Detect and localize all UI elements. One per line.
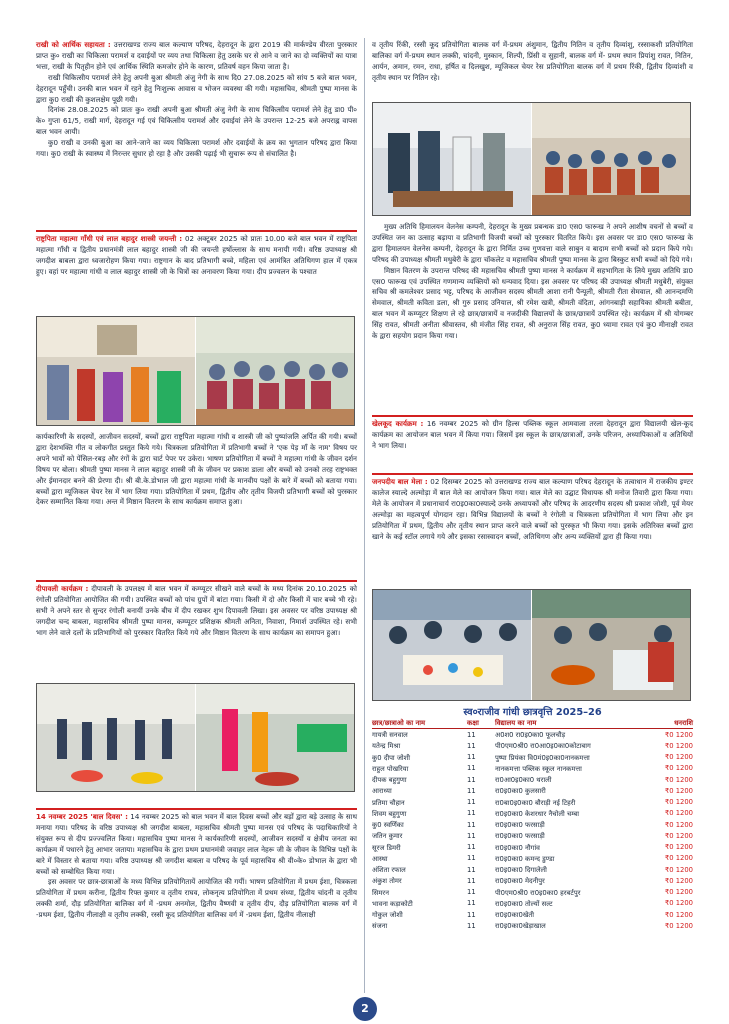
table-row: [372, 729, 693, 741]
section-gandhi-jayanti: [36, 234, 357, 278]
student-name: गायत्री सनवाल: [372, 731, 408, 740]
paragraph: 02 अक्टूबर 2025 को प्रातः 10.00 बजे बाल भवन में राष्ट्रपिता महात्मा गाँधी व द्वितीय प्रधानमंत्री लाल बहादुर शास्त्री जी की जयन्ती हर्षोल्लास के साथ मनायी गयी। वरिष्ठ उपाध्यक्ष श्री जगदीश बाबला द्वारा ध्वजारोहण किया गया। राष्ट्रगान के बाद प्रतिभागी बच्चे, महिला एवं आमंत्रित अतिथिगण हाल में एकत्र हुए। वहां पर महात्मा गांधी व लाल बहादुर शास्त्री जी के चित्रों का अनावरण किया गया। दीप प्रज्वलन के पश्चात: [36, 234, 357, 276]
school-name: रा0इ0का0 कुलसारी: [495, 787, 546, 796]
paragraph: मुख्य अतिथि हिमालयन वेलनेस कम्पनी, देहरादून के मुख्य प्रबन्धक डा0 एस0 फारूख ने अपने आशीष वचनों से बच्चों व उपस्थित जन का उत्साह बढ़ाया व प्रतिभागी विजयी बच्चों को पुरस्कार वितरित किये। इस अवसर पर डा0 एस0 फारूख के द्वारा हिमालयन वेलनेस कम्पनी, देहरादून के द्वारा निर्मित उच्च गुणवत्ता वाले साबुन व बादाम सभी बच्चों को प्रदान किये गये। परिषद की उपाध्यक्ष श्रीमती मधुबेरी के द्वारा चॉकलेट व महासचिव श्रीमती पुष्पा मानस के द्वारा बिस्कुट सभी बच्चों को दिये गये।: [372, 222, 693, 264]
section-diwali: [36, 584, 357, 639]
student-name: आराध्या: [372, 787, 392, 796]
student-name: आस्था: [372, 854, 388, 863]
amount: ₹0 1200: [664, 831, 693, 840]
section-rule: [36, 808, 357, 810]
school-name: रा0इ0का0 फरसाड़ी: [495, 821, 545, 830]
paragraph: व तृतीय रिंकी, रस्सी कूद प्रतियोगिता बालक वर्ग में-प्रथम अंशुमान, द्वितीय नितिन व तृतीय दिव्यांशु, रस्साकशी प्रतियोगिता बालिका वर्ग में-प्रथम स्थान लक्की, चांदनी, मुस्कान, शिल्पी, प्रिंसी व सुहानी, बालक वर्ग में- प्रथम स्थान प्रियांशु रावत, नितिन, आर्यन, अमान, रमन, राधा, हर्षित व दिलखुश, म्यूजिकल चेयर रेस प्रतियोगिता बालक वर्ग में प्रथम रिंकी, द्वितीय दिव्यांशी व तृतीय स्थान पर नितिन रहे।: [372, 40, 693, 82]
class: 11: [467, 809, 476, 818]
school-name: रा0इ0का0 तोल्यों सल्ट: [495, 899, 553, 908]
section-rule: [36, 230, 357, 232]
amount: ₹0 1200: [664, 876, 693, 885]
class: 11: [467, 764, 476, 773]
gandhi-jayanti-photo: [36, 316, 355, 426]
table-row: [372, 797, 693, 808]
school-name: रा0इ0का0 फरसाड़ी: [495, 832, 545, 841]
amount: ₹0 1200: [664, 843, 693, 852]
childrens-day-photo: [372, 102, 691, 216]
section-rule: [372, 473, 693, 475]
table-row: [372, 819, 693, 830]
student-name: यतेन्द्र मिश्रा: [372, 742, 401, 751]
school-name: रा0बा0इ0का0 बौराड़ी नई टिहरी: [495, 798, 576, 807]
school-name: नानकमत्ता पब्लिक स्कूल नानकमत्ता: [495, 764, 582, 773]
student-name: गोकुल जोशी: [372, 911, 403, 920]
section-sports: [372, 419, 693, 452]
section-rule: [372, 415, 693, 417]
paragraph: मिष्ठान वितरण के उपरान्त परिषद की महासचिव श्रीमती पुष्पा मानस ने कार्यक्रम में सहभागिता के लिये मुख्य अतिथि डा0 एस0 फारूख एवं उपस्थित गणमान्य व्यक्तियों को धन्यवाद दिया। इस अवसर पर परिषद की उपाध्यक्ष श्रीमती मधुबेरी, संयुक्त सचिव श्री कमलेश्वर प्रसाद भट्ट, परिषद के आजीवन सदस्य श्रीमती आशा रानी पैन्यूली, श्रीमती रीता सेमवाल, श्री आनन्दमणि सेमवाल, श्रीमती कविता डला, श्री गुरु प्रसाद उनियाल, श्री रमेश खत्री, श्रीमती वंदिता, आंगनबाड़ी सहायिका श्रीमती बबीता, बाल भवन में कम्प्यूटर शिक्षण ले रहे छात्र/छात्रायें व नजदीकी विद्यालयों के छात्र/छात्रायें उपस्थित रहे। कार्यक्रम में श्री योगम्बर सिंह रावत, श्रीमती अनीता श्रीवास्तव, श्री मंजीत सिंह रावत, श्री अनुराज सिंह रावत, कु0 ध्यामा रावत एवं कु0 मीनाक्षी रावत के द्वारा सहयोग प्रदान किया गया।: [372, 265, 693, 341]
student-name: सिमरन: [372, 888, 389, 897]
school-name: रा0इ0का0 नौगांव: [495, 843, 540, 852]
table-row: [372, 774, 693, 785]
amount: ₹0 1200: [664, 910, 693, 919]
school-name: पी0एम0श्री0 रा0आ0इ0का0कोटाबाग: [495, 742, 591, 751]
table-row: [372, 887, 693, 898]
table-row: [372, 763, 693, 774]
section-heading: राष्ट्रपिता महात्मा गाँधी एवं लाल बहादुर शास्त्री जयन्ती :: [36, 234, 183, 243]
table-row: [372, 920, 693, 931]
paragraph: कार्यकारिणी के सदस्यों, आजीवन सदस्यों, बच्चों द्वारा राष्ट्रपिता महात्मा गांधी व शास्त्री जी को पुष्पांजलि अर्पित की गयी। बच्चों द्वारा देशभक्ति गीत व लोकगीत प्रस्तुत किये गये। चित्रकला प्रतियोगिता में प्रतिभागी बच्चों ने 'एक पेड़ माँ के नाम' विषय पर अपने भावों को पेंसिल-रबड़ और रंगों के द्वारा चार्ट पेपर पर उकेरा। भाषण प्रतियोगिता में बच्चों ने महात्मा गांधी के जीवन दर्शन विषय पर बोला। श्रीमती पुष्पा मानस ने लाल बहादुर शास्त्री जी के जीवन पर प्रकाश डाला और बच्चों को उनको तरह राष्ट्रभक्त और ईमानदार बनने की प्रेरणा दी। श्री बी.के.डोभाल जी द्वारा महात्मा गांधी के मानवीय पक्षों के बारे में बच्चों को बताया गया। बच्चों द्वारा म्यूजिकल चेयर रेस में भाग लिया गया। प्रतियोगिता में प्रथम, द्वितीय और तृतीय विजयी प्रतिभागी बच्चों को पुरस्कार देकर सम्मानित किया गया। अन्त में मिष्ठान वितरण के साथ कार्यक्रम समाप्त हुआ।: [36, 432, 357, 507]
school-name: रा0इ0का0खेती: [495, 911, 535, 920]
paragraph: इस अवसर पर छात्र-छात्राओं के मध्य विभिन्न प्रतियोगितायें आयोजित की गयीं। भाषण प्रतियोगिता में प्रथम ईशा, चित्रकला प्रतियोगिता में प्रथम करीना, द्वितीय रिफ्त कुमार व तृतीय राघव, लोकनृत्य प्रतियोगिता में प्रथम संध्या, द्वितीय चांदनी व तृतीय लक्की शर्मा, दौड़ प्रतियोगिता बालिका वर्ग में -प्रथम अनमोल, द्वितीय वैष्णवी व तृतीय दीप, दौड़ प्रतियोगिता बालक वर्ग में -प्रथम ईशा, द्वितीय नीलाक्षी व तृतीय लक्की, रस्सी कूद प्रतियोगिता बालिका वर्ग में -प्रथम ईशा, द्वितीय नीलाक्षी: [36, 877, 357, 920]
student-name: प्रतिमा चौहान: [372, 798, 405, 807]
scholarship-table: [372, 718, 693, 932]
column-header: धनराशि: [645, 718, 693, 729]
paragraph: दिनांक 28.08.2025 को प्रातः कु० राखी अपनी बुआ श्रीमती अंजु नेगी के साथ चिकित्सीय परामर्श लेने हेतु डा0 पी० के० गुप्ता 61/5, राखी मार्ग, देहरादून गई एवं चिकित्सीय परामर्श और दवाईयां लेने के उपरान्त 12-25 बजे अपराह्न वापस बाल भवन आयी।: [36, 105, 357, 137]
school-name: पी0एम0श्री0 रा0इ0का0 हरबर्टपुर: [495, 888, 581, 897]
amount: ₹0 1200: [664, 899, 693, 908]
section-childrens-day: [36, 812, 357, 921]
paragraph: उत्तराखण्ड राज्य बाल कल्याण परिषद, देहरादून के द्वारा 2019 की मार्कण्डेय वीरता पुरस्कार प्राप्त कु० राखी का चिकित्सा परामर्श व दवाईयों पर व्यय तथा चिकित्सा हेतु उसके घर से आने व जाने का दो व्यक्तियों का यात्रा भत्ता, राखी के पितृहीन होने एवं आर्थिक स्थिति कमजोर होने के कारण, प्रतिवर्ष वहन किया जाता है।: [36, 40, 357, 71]
scholarship-title: स्व०राजीव गांधी छात्रवृत्ति 2025–26: [463, 707, 602, 718]
class: 11: [467, 775, 476, 784]
table-row: [372, 842, 693, 853]
class: 11: [467, 753, 476, 762]
paragraph: राखी चिकित्सीय परामर्श लेने हेतु अपनी बुआ श्रीमती अंजु नेगी के साथ दि0 27.08.2025 को सांय 5 बजे बाल भवन, देहरादून पहुँची। उनकी बाल भवन में रहने हेतु निःशुल्क आवास व भोजन व्यवस्था की गयी। महासचिव, श्रीमती पुष्पा मानस के द्वारा कु0 राखी की कुशलक्षेम पूछी गयी।: [36, 72, 357, 104]
paragraph: कु0 राखी व उनकी बुआ का आने-जाने का व्यय चिकित्सा परामर्श और दवाईयों के क्रय का भुगतान परिषद द्वारा किया गया। कु0 राखी के स्वास्थ्य में निरन्तर सुधार हो रहा है और उसकी पढ़ाई भी सुचारू रूप से संचालित है।: [36, 138, 357, 159]
paragraph: 14 नवम्बर 2025 को बाल भवन में बाल दिवस बच्चों और बड़ों द्वारा बड़े उत्साह के साथ मनाया गया। परिषद के वरिष्ठ उपाध्यक्ष श्री जगदीश बाबला, महासचिव श्रीमती पुष्पा मानस एवं परिषद के पदाधिकारियों ने संयुक्त रूप से दीप प्रज्ज्वलित किया। महासचिव पुष्पा मानस ने कार्यकारिणी सदस्यों, आजीवन सदस्यों व क्षेत्रीय जनता का कार्यक्रम में पधारने हेतु आभार जताया। महासचिव के द्वारा प्रथम प्रधानमंत्री जवाहर लाल नेहरू जी के जीवन के विभिन्न पक्षों के बारे में विस्तार से बताया गया। वरिष्ठ उपाध्यक्ष श्री जगदीश बाबला व परिषद के पूर्व महासचिव श्री वी०के० डोभाल के द्वारा भी बच्चों को सम्बोधित किया गया।: [36, 812, 357, 876]
amount: ₹0 1200: [664, 865, 693, 874]
class: 11: [467, 798, 476, 807]
student-name: संजना: [372, 922, 388, 931]
class: 11: [467, 843, 476, 852]
table-row: [372, 864, 693, 875]
class: 11: [467, 910, 476, 919]
section-district-fair: [372, 477, 693, 542]
amount: ₹0 1200: [664, 753, 693, 762]
student-name: भावना कड़ाकोटी: [372, 899, 413, 908]
class: 11: [467, 786, 476, 795]
student-name: राहुल पोखरिया: [372, 764, 409, 773]
section-heading: जनपदीय बाल मेला :: [372, 477, 428, 486]
school-name: रा0आ0इ0का0 थराली: [495, 776, 552, 785]
amount: ₹0 1200: [664, 786, 693, 795]
district-fair-photo: [372, 589, 691, 701]
amount: ₹0 1200: [664, 820, 693, 829]
class: 11: [467, 865, 476, 874]
student-name: शिवम बहुगुणा: [372, 809, 407, 818]
class: 11: [467, 921, 476, 930]
section-heading: दीपावली कार्यक्रम :: [36, 584, 89, 593]
table-row: [372, 898, 693, 909]
school-name: रा0इ0का0 कमन्द डुण्डा: [495, 854, 555, 863]
amount: ₹0 1200: [664, 809, 693, 818]
table-row: [372, 740, 693, 751]
amount: ₹0 1200: [664, 854, 693, 863]
amount: ₹0 1200: [664, 730, 693, 739]
section-heading: राखी को आर्थिक सहायता :: [36, 40, 111, 49]
table-header-row: [372, 718, 693, 729]
student-name: कु0 स्वर्णिका: [372, 821, 404, 830]
column-header: विद्यालय का नाम: [495, 718, 645, 729]
amount: ₹0 1200: [664, 741, 693, 750]
amount: ₹0 1200: [664, 764, 693, 773]
table-row: [372, 830, 693, 841]
class: 11: [467, 831, 476, 840]
section-rule: [36, 580, 357, 582]
section-childrens-day-cont: [372, 40, 693, 84]
table-row: [372, 808, 693, 819]
student-name: अंशिता रफाल: [372, 866, 406, 875]
class: 11: [467, 820, 476, 829]
section-heading: 14 नवम्बर 2025 'बाल दिवस' :: [36, 812, 128, 821]
section-childrens-day-guest: [372, 222, 693, 342]
school-name: पुष्पा प्रियंका वि0मं0इ0का0नानकमत्ता: [495, 753, 590, 762]
class: 11: [467, 899, 476, 908]
amount: ₹0 1200: [664, 921, 693, 930]
paragraph: 02 दिसम्बर 2025 को उत्तराखण्ड राज्य बाल कल्याण परिषद देहरादून के तत्वाधान में राजकीय इण्टर कालेज स्याल्दे अल्मोड़ा में बाल मेले का आयोजन किया गया। बाल मेले का उद्घाट विधायक श्री मनोज तिवारी द्वारा किया गया। मेले के आयोजन में प्रधानाचार्य रा0इ0का0स्याल्दे उनके अध्यापकों और परिषद के आदरणीय सदस्य श्री प्रकाश जोशी, पूर्व मेयर अल्मोड़ा का महत्वपूर्ण योगदान रहा। विभिन्न विद्यालयों के बच्चों ने रंगोली व चित्रकला प्रतियोगिता में भाग लिया और इन प्रतियोगिता में प्रथम, द्वितीय और तृतीय स्थान प्राप्त करने वाले बच्चों को पुरस्कृत भी किया गया। इसके अतिरिक्त बच्चों द्वारा खाने के कई स्टॉल लगाये गये और इसका रसास्वादन बच्चों, अतिथिगण और अन्य व्यक्तियों द्वारा ही किया गया।: [372, 477, 693, 541]
table-row: [372, 853, 693, 864]
table-row: [372, 909, 693, 920]
class: 11: [467, 876, 476, 885]
school-name: रा0इ0का0खेड़ाखाल: [495, 922, 546, 931]
class: 11: [467, 854, 476, 863]
table-row: [372, 875, 693, 886]
amount: ₹0 1200: [664, 775, 693, 784]
class: 11: [467, 730, 476, 739]
column-divider: [364, 38, 365, 993]
paragraph: दीपावली के उपलक्ष्य में बाल भवन में कम्प्यूटर सीखने वाले बच्चों के मध्य दिनांक 20.10.2025 को रंगोली प्रतियोगिता आयोजित की गयी। उपस्थित बच्चों को पांच ग्रुपों में बांटा गया। किसी में दो और किसी में चार बच्चे भी रहे। सभी ने अपने स्तर से सुन्दर रंगोली बनायीं उनके बीच में दीप रखकर शुभ दिपावली लिखा। इस अवसर पर वरिष्ठ उपाध्यक्ष श्री जगदीश चन्द बाबला, महासचिव श्रीमती पुष्पा मानस, कम्प्यूटर प्रशिक्षक श्रीमती अनिता, निवाशा, निमार्श उपस्थित रहे। सभी भाग लेने वाले दलों के प्रतिभागियों को पुरस्कार वितरित किये गये और मिष्ठान वितरण के साथ कार्यक्रम का समापन हुआ।: [36, 584, 357, 637]
class: 11: [467, 741, 476, 750]
column-header: कक्षा: [467, 718, 495, 729]
school-name: अ0श0 रा0इ0का0 फूलचौड़: [495, 731, 566, 740]
class: 11: [467, 888, 476, 897]
table-row: [372, 752, 693, 763]
section-gandhi-jayanti-cont: [36, 432, 357, 508]
section-rakhi-aid: [36, 40, 357, 160]
amount: ₹0 1200: [664, 888, 693, 897]
student-name: जतिन कुमार: [372, 832, 403, 841]
school-name: रा0इ0का0 मेदनीपुर: [495, 877, 545, 886]
student-name: सूरज डिमरी: [372, 843, 401, 852]
amount: ₹0 1200: [664, 798, 693, 807]
page-number: 2: [353, 997, 377, 1021]
section-heading: खेलकूद कार्यक्रम :: [372, 419, 424, 428]
school-name: रा0इ0का0 केशरधार नैचोली चम्बा: [495, 809, 580, 818]
school-name: रा0इ0का0 दिगालेली: [495, 866, 547, 875]
student-name: कु0 दीपा जोशी: [372, 753, 411, 762]
diwali-rangoli-photo: [36, 683, 355, 792]
student-name: दीपक बहुगुणा: [372, 776, 407, 785]
table-row: [372, 785, 693, 796]
column-header: छात्र/छात्राओ का नाम: [372, 718, 467, 729]
paragraph: 16 नवम्बर 2025 को ग्रीन हिल्स पब्लिक स्कूल आमवाला तरला देहरादून द्वारा विद्यालयी खेल-कूद कार्यक्रम का आयोजन बाल भवन में किया गया। जिसमें इस स्कूल के छात्र/छात्राओं, उनके परिजन, अध्यापिकाओं व अतिथियों ने भाग लिया।: [372, 419, 693, 450]
student-name: अंकुश तोमर: [372, 877, 402, 886]
